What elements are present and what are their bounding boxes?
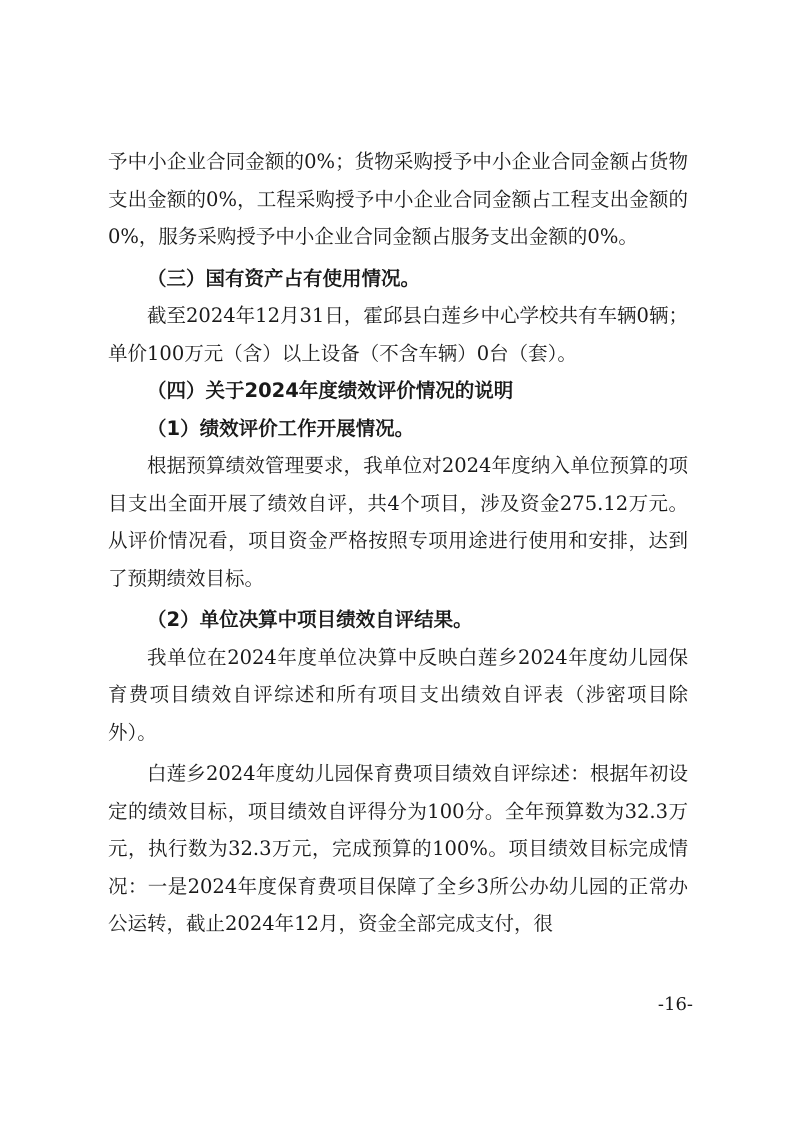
heading-self-evaluation-results: （2）单位决算中项目绩效自评结果。: [147, 608, 473, 631]
document-body: [108, 143, 688, 943]
paragraph-kindergarten-summary: 白莲乡2024年度幼儿园保育费项目绩效自评综述：根据年初设定的绩效目标，项目绩效自评得分为100分。全年预算数为32.3万元，执行数为32.3万元，完成预算的100%。项目绩效目标完成情况：一是2024年度保育费项目保障了全乡3所公办幼儿园的正常办公运转，截止2024年12月，资金全部完成支付，很: [108, 762, 688, 935]
paragraph-procurement: 予中小企业合同金额的0%；货物采购授予中小企业合同金额占货物支出金额的0%，工程采购授予中小企业合同金额占工程支出金额的0%，服务采购授予中小企业合同金额占服务支出金额的0%。: [108, 150, 688, 248]
heading-evaluation-work: （1）绩效评价工作开展情况。: [147, 416, 415, 440]
paragraph-assets: 截至2024年12月31日，霍邱县白莲乡中心学校共有车辆0辆；单价100万元（含）以上设备（不含车辆）0台（套）。: [108, 304, 688, 365]
page-number: -16-: [657, 994, 693, 1015]
heading-state-assets: （三）国有资产占有使用情况。: [147, 266, 421, 290]
paragraph-self-evaluation-results: 我单位在2024年度单位决算中反映白莲乡2024年度幼儿园保育费项目绩效自评综述和所有项目支出绩效自评表（涉密项目除外）。: [108, 645, 688, 744]
heading-performance-evaluation: （四）关于2024年度绩效评价情况的说明: [147, 379, 514, 402]
paragraph-evaluation-work: 根据预算绩效管理要求，我单位对2024年度纳入单位预算的项目支出全面开展了绩效自评，共4个项目，涉及资金275.12万元。从评价情况看，项目资金严格按照专项用途进行使用和安排，达到了预期绩效目标。: [108, 454, 688, 590]
